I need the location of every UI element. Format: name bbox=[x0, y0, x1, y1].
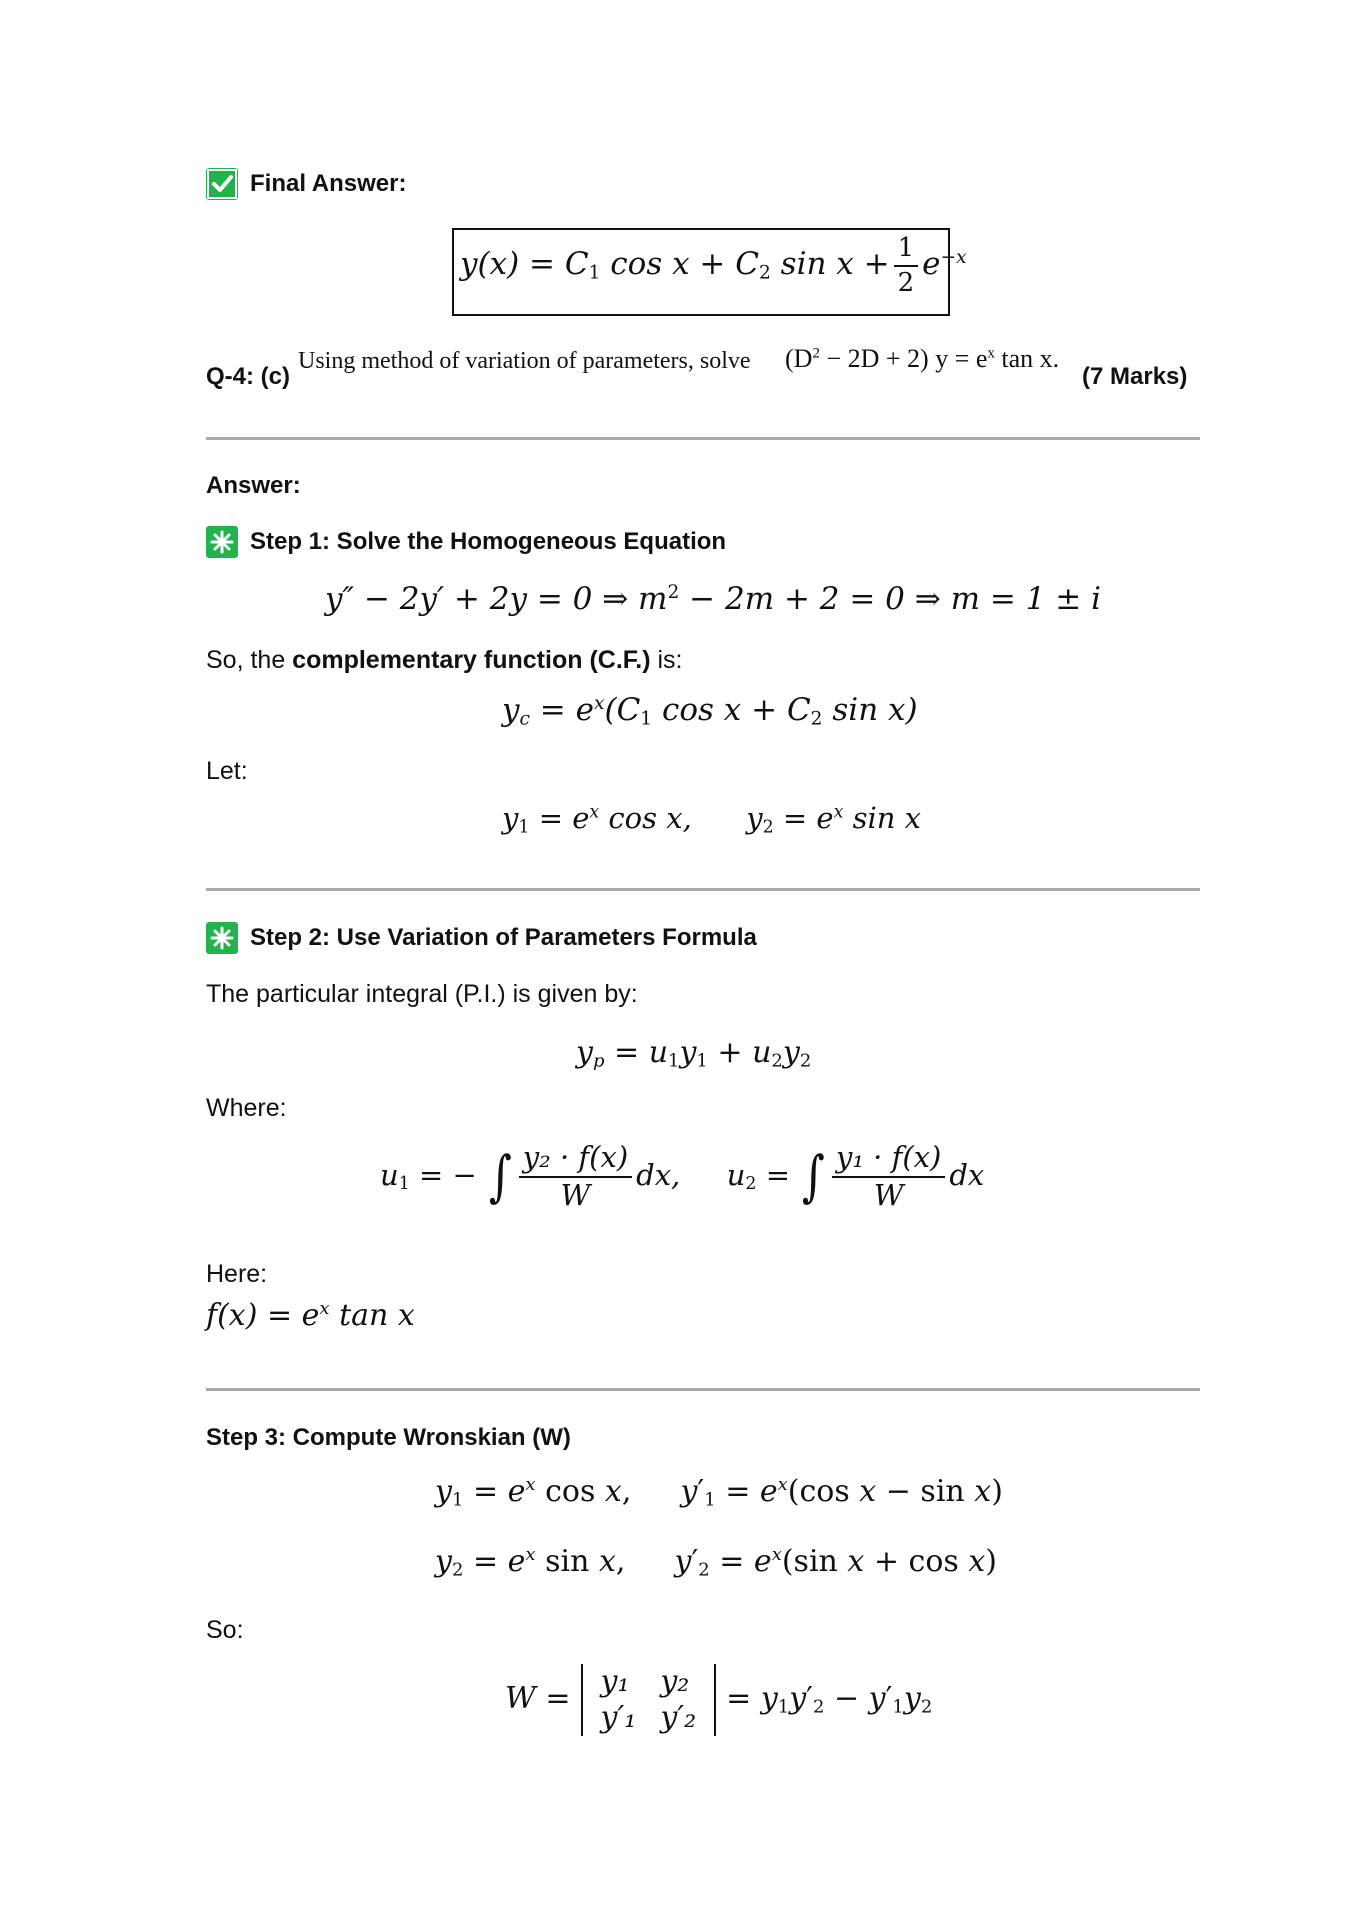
answer-label: Answer: bbox=[206, 472, 301, 499]
cf-sentence: So, the complementary function (C.F.) is: bbox=[206, 646, 683, 674]
step1-title: Step 1: Solve the Homogeneous Equation bbox=[250, 528, 727, 555]
star-icon bbox=[206, 526, 238, 558]
yp-equation: $y_p = u_1y_1 + u_2y_2$ bbox=[576, 1035, 812, 1072]
check-icon bbox=[206, 168, 238, 200]
question-text: Using method of variation of parameters, solve bbox=[298, 348, 751, 374]
wronskian-determinant: y₁ y₂ y′₁ y′₂ bbox=[581, 1664, 717, 1736]
y2-derivative-line: $y_2 = e^x$ sin x, $y'_2 = e^x(\sin$ x + cos x) bbox=[435, 1544, 997, 1581]
u1-u2-formulas: $u_1$ = − ∫ $\frac{\text{y₂ · f(x)}}{W}$ dx, $u_2$ = ∫ $\frac{\text{y₁ · f(x)}}{W}$ dx bbox=[380, 1140, 985, 1212]
star-icon bbox=[206, 922, 238, 954]
divider bbox=[206, 437, 1200, 440]
divider bbox=[206, 1388, 1200, 1391]
divider bbox=[206, 888, 1200, 891]
where-label: Where: bbox=[206, 1094, 287, 1122]
final-answer-equation: $y(x) = C_1$ $\cos x + C_2$ sin x + $\frac{1}{2}$ $e^{-x}$ bbox=[460, 233, 967, 298]
pi-intro: The particular integral (P.I.) is given by: bbox=[206, 980, 638, 1008]
let-label: Let: bbox=[206, 757, 248, 785]
here-label: Here: bbox=[206, 1260, 268, 1288]
question-equation: $(D^2 - 2D + 2) y = e^x$ tan x. bbox=[785, 344, 1060, 373]
characteristic-equation: y″ − 2y′ + 2y = 0 ⇒ $m^2 - 2m + 2 = 0$ ⇒ m = 1 ± i bbox=[325, 581, 1101, 617]
final-answer-label: Final Answer: bbox=[250, 170, 407, 197]
y1-derivative-line: $y_1 = e^x$ cos x, $y'_1 = e^x(\cos$ x − sin x) bbox=[435, 1474, 1003, 1511]
question-number: Q-4: (c) bbox=[206, 363, 290, 390]
question-marks: (7 Marks) bbox=[1082, 363, 1188, 390]
step2-title: Step 2: Use Variation of Parameters Formula bbox=[250, 924, 757, 951]
step3-title: Step 3: Compute Wronskian (W) bbox=[206, 1424, 571, 1451]
wronskian-equation: W = y₁ y₂ y′₁ y′₂ = $y_1y'_2 - y'_1y_2$ bbox=[505, 1664, 933, 1735]
cf-equation: $y_c = e^x(C_1$ $\cos x + C_2$ sin x) bbox=[502, 692, 918, 730]
y1-y2-definition: $y_1 = e^x$ cos x, $y_2 = e^x$ sin x bbox=[502, 801, 922, 838]
fx-equation: $f(x) = e^x$ tan x bbox=[206, 1298, 415, 1333]
so-label: So: bbox=[206, 1616, 244, 1644]
